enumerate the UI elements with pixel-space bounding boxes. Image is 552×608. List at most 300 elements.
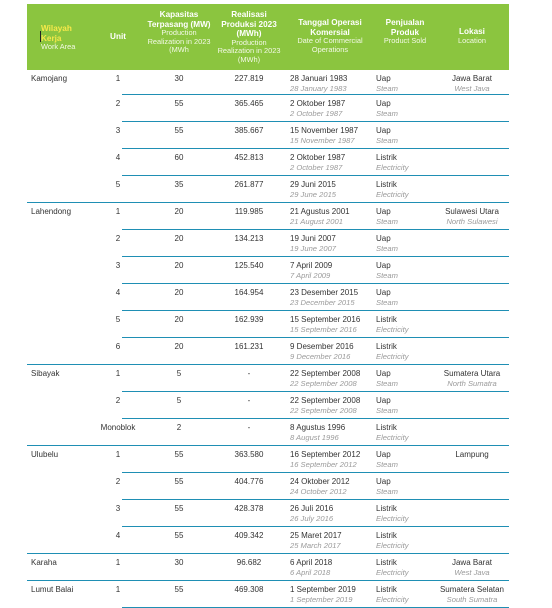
cell-capacity: [145, 288, 213, 298]
cell-unit: [91, 126, 145, 136]
cell-capacity-text: 20: [174, 234, 184, 243]
cell-date: [290, 477, 350, 496]
cell-product-translation: Steam: [376, 217, 398, 226]
cell-product: [376, 180, 409, 199]
cell-area-text: Ulubelu: [31, 450, 59, 459]
cell-production-text: -: [247, 423, 251, 432]
cell-capacity: [145, 585, 213, 595]
cell-capacity-text: 20: [174, 207, 184, 216]
cell-production-text: 96.682: [236, 558, 262, 567]
cell-capacity-text: 55: [174, 450, 184, 459]
cell-capacity-text: 55: [174, 531, 184, 540]
cell-unit-text: 1: [115, 74, 121, 83]
cell-unit-text: 2: [115, 396, 121, 405]
cell-capacity-text: 55: [174, 504, 184, 513]
cell-location-translation: West Java: [454, 84, 490, 93]
cell-location: [435, 207, 509, 226]
cell-location-text: Sumatera Selatan: [439, 585, 505, 594]
table-row: [27, 419, 509, 446]
cell-product: [376, 369, 398, 388]
header-penjualan: [375, 4, 435, 70]
cell-unit: [91, 369, 145, 379]
cell-area-text: Lumut Balai: [31, 585, 74, 594]
cell-capacity-text: 20: [174, 315, 184, 324]
cell-capacity-text: 30: [174, 558, 184, 567]
cell-unit: [91, 261, 145, 271]
table-row: [27, 392, 509, 419]
cell-production: [213, 234, 285, 244]
cell-production: [213, 315, 285, 325]
cell-production-text: 125.540: [234, 261, 264, 270]
cell-location: [435, 74, 509, 93]
cell-date-text: 2 Oktober 1987: [290, 153, 346, 162]
cell-product-translation: Electricity: [376, 514, 409, 523]
header-tanggal: [285, 4, 375, 70]
cell-unit-text: 3: [115, 126, 121, 135]
cell-production: [213, 369, 285, 379]
cell-date: [290, 558, 332, 577]
cell-unit: [91, 234, 145, 244]
cell-capacity-text: 55: [174, 126, 184, 135]
header-penjualan-id: Penjualan Produk: [385, 18, 425, 37]
cell-date: [290, 315, 360, 334]
cell-capacity-text: 20: [174, 261, 184, 270]
cell-product: [376, 504, 409, 523]
table-row: [27, 176, 509, 203]
cell-production-text: 134.213: [234, 234, 264, 243]
cell-date-text: 15 September 2016: [290, 315, 361, 324]
cell-product-translation: Electricity: [376, 568, 409, 577]
cell-area: [31, 585, 73, 595]
cell-capacity: [145, 207, 213, 217]
cell-area: [31, 558, 57, 568]
cell-date-text: 6 April 2018: [290, 558, 333, 567]
cell-product: [376, 477, 398, 496]
cell-production-text: 365.465: [234, 99, 264, 108]
cell-product-translation: Steam: [376, 84, 398, 93]
cell-date-text: 25 Maret 2017: [290, 531, 342, 540]
cell-product-translation: Electricity: [376, 325, 409, 334]
cell-capacity-text: 55: [174, 585, 184, 594]
header-kapasitas-id: Kapasitas Terpasang (MW): [147, 10, 211, 29]
cell-unit-text: 3: [115, 261, 121, 270]
header-wilayah-id: Wilayah Kerja: [41, 24, 72, 43]
cell-production-text: 164.954: [234, 288, 264, 297]
cell-unit-text: Monoblok: [100, 423, 136, 432]
cell-production-text: 469.308: [234, 585, 264, 594]
cell-production: [213, 450, 285, 460]
cell-production-text: 227.819: [234, 74, 264, 83]
cell-area-text: Sibayak: [31, 369, 60, 378]
cell-product-text: Uap: [376, 396, 391, 405]
cell-date-translation: 22 September 2008: [290, 406, 357, 415]
cell-date-text: 22 September 2008: [290, 396, 361, 405]
cell-capacity: [145, 450, 213, 460]
cell-date-translation: 19 June 2007: [290, 244, 337, 253]
table-row: [27, 473, 509, 500]
cell-product: [376, 153, 409, 172]
cell-product-text: Uap: [376, 450, 391, 459]
header-realisasi-en: Production Realization in 2023 (MWh): [217, 37, 281, 64]
cell-capacity: [145, 531, 213, 541]
cell-location-translation: South Sumatra: [446, 595, 498, 604]
cell-location-text: Sulawesi Utara: [445, 207, 499, 216]
cell-date-translation: 2 October 1987: [290, 163, 343, 172]
cell-production: [213, 261, 285, 271]
cell-capacity: [145, 126, 213, 136]
header-penjualan-en: Product Sold: [383, 36, 427, 45]
cell-unit: [91, 180, 145, 190]
cell-production-text: 363.580: [234, 450, 264, 459]
cell-location: [435, 369, 509, 388]
cell-date-translation: 7 April 2009: [290, 271, 331, 280]
cell-production-text: 385.667: [234, 126, 264, 135]
cell-date: [290, 396, 360, 415]
cell-date-text: 1 September 2019: [290, 585, 356, 594]
cell-product: [376, 126, 398, 145]
cell-production-text: -: [247, 369, 251, 378]
cell-product-text: Uap: [376, 99, 391, 108]
cell-product-translation: Steam: [376, 298, 398, 307]
cell-date-text: 22 September 2008: [290, 369, 361, 378]
header-lokasi: [435, 4, 509, 70]
cell-capacity-text: 35: [174, 180, 184, 189]
cell-production: [213, 207, 285, 217]
cell-capacity-text: 60: [174, 153, 184, 162]
cell-unit: [91, 74, 145, 84]
cell-capacity-text: 30: [174, 74, 184, 83]
cell-date: [290, 342, 354, 361]
cell-unit: [91, 288, 145, 298]
cell-product-text: Listrik: [376, 180, 397, 189]
cell-capacity-text: 5: [176, 369, 182, 378]
table-row: [27, 203, 509, 230]
cell-product: [376, 74, 398, 93]
table-row: [27, 365, 509, 392]
cell-product-text: Uap: [376, 477, 391, 486]
cell-date-text: 21 Agustus 2001: [290, 207, 350, 216]
cell-unit-text: 2: [115, 234, 121, 243]
cell-unit-text: 1: [115, 558, 121, 567]
header-lokasi-en: Location: [458, 35, 486, 45]
cell-product-text: Listrik: [376, 558, 397, 567]
cell-product-text: Listrik: [376, 315, 397, 324]
cell-location-text: Sumatera Utara: [443, 369, 501, 378]
cell-unit-text: 2: [115, 99, 121, 108]
cell-product-text: Uap: [376, 74, 391, 83]
cell-product-translation: Steam: [376, 487, 398, 496]
cell-date-text: 19 Juni 2007: [290, 234, 336, 243]
cell-area: [31, 369, 59, 379]
cell-unit: [91, 153, 145, 163]
cell-date-translation: 23 December 2015: [290, 298, 355, 307]
cell-product-translation: Steam: [376, 406, 398, 415]
cell-product-translation: Electricity: [376, 433, 409, 442]
cell-date-text: 28 Januari 1983: [290, 74, 348, 83]
cell-product: [376, 315, 409, 334]
cell-location-translation: West Java: [454, 568, 490, 577]
header-realisasi: [213, 4, 285, 70]
cell-date-translation: 9 December 2016: [290, 352, 351, 361]
cell-product-text: Listrik: [376, 423, 397, 432]
table-row: [27, 122, 509, 149]
header-kapasitas: [145, 4, 213, 70]
cell-capacity: [145, 234, 213, 244]
cell-capacity: [145, 369, 213, 379]
cell-area-text: Karaha: [31, 558, 57, 567]
cell-date-translation: 29 June 2015: [290, 190, 337, 199]
cell-production-text: -: [247, 396, 251, 405]
header-unit: [91, 4, 145, 70]
cell-product: [376, 207, 398, 226]
cell-production: [213, 423, 285, 433]
cell-date: [290, 234, 336, 253]
cell-production-text: 162.939: [234, 315, 264, 324]
cell-product-translation: Electricity: [376, 541, 409, 550]
table-row: [27, 149, 509, 176]
cell-date: [290, 180, 336, 199]
cell-date: [290, 450, 360, 469]
cell-product: [376, 234, 398, 253]
cell-product-text: Uap: [376, 207, 391, 216]
cell-production-text: 452.813: [234, 153, 264, 162]
cell-unit: [91, 342, 145, 352]
cell-unit-text: 4: [115, 531, 121, 540]
cell-date: [290, 504, 333, 523]
cell-production: [213, 342, 285, 352]
cell-unit: [91, 477, 145, 487]
cell-capacity: [145, 477, 213, 487]
table-row: [27, 70, 509, 95]
cell-capacity-text: 5: [176, 396, 182, 405]
cell-date: [290, 207, 350, 226]
cell-date: [290, 585, 356, 604]
cell-area: [31, 207, 71, 217]
cell-capacity-text: 20: [174, 342, 184, 351]
cell-production-text: 404.776: [234, 477, 264, 486]
cell-date-text: 26 Juli 2016: [290, 504, 334, 513]
cell-product: [376, 342, 409, 361]
cell-date: [290, 423, 345, 442]
cell-date-text: 9 Desember 2016: [290, 342, 354, 351]
cell-date-text: 2 Oktober 1987: [290, 99, 346, 108]
cell-production-text: 261.877: [234, 180, 264, 189]
table-row: [27, 338, 509, 365]
header-wilayah-en: Work Area: [41, 42, 76, 51]
cell-product: [376, 531, 409, 550]
cell-unit: [91, 315, 145, 325]
cell-product: [376, 288, 398, 307]
cell-unit-text: 5: [115, 180, 121, 189]
table-row: [27, 446, 509, 473]
cell-date-text: 15 November 1987: [290, 126, 359, 135]
cell-product: [376, 585, 409, 604]
cell-date: [290, 74, 347, 93]
cell-location-text: Jawa Barat: [451, 558, 493, 567]
cell-location-translation: North Sumatra: [447, 379, 497, 388]
cell-product-text: Listrik: [376, 342, 397, 351]
cell-unit-text: 2: [115, 477, 121, 486]
cell-date-translation: 16 September 2012: [290, 460, 357, 469]
cell-unit-text: 6: [115, 342, 121, 351]
cell-production: [213, 180, 285, 190]
cell-unit: [91, 450, 145, 460]
cell-date-text: 24 Oktober 2012: [290, 477, 350, 486]
header-wilayah: [27, 4, 91, 70]
cell-product-text: Listrik: [376, 531, 397, 540]
cell-date: [290, 153, 345, 172]
cell-capacity: [145, 504, 213, 514]
cell-capacity-text: 2: [176, 423, 182, 432]
cell-unit-text: 5: [115, 315, 121, 324]
cell-unit-text: 1: [115, 369, 121, 378]
cell-product-text: Listrik: [376, 153, 397, 162]
cell-product-translation: Steam: [376, 109, 398, 118]
cell-capacity-text: 55: [174, 477, 184, 486]
cell-capacity: [145, 315, 213, 325]
cell-product: [376, 423, 409, 442]
cell-production-text: 161.231: [234, 342, 264, 351]
cell-capacity: [145, 558, 213, 568]
cell-area: [31, 74, 67, 84]
cell-product-translation: Steam: [376, 460, 398, 469]
cell-production: [213, 558, 285, 568]
text-cursor: [40, 31, 41, 42]
cell-date-translation: 25 March 2017: [290, 541, 341, 550]
header-lokasi-id: Lokasi: [459, 27, 485, 36]
cell-unit-text: 3: [115, 504, 121, 513]
cell-product: [376, 99, 398, 118]
cell-capacity: [145, 423, 213, 433]
cell-location-text: Jawa Barat: [451, 74, 493, 83]
cell-capacity: [145, 180, 213, 190]
header-realisasi-id: Realisasi Produksi 2023 (MWh): [221, 10, 277, 38]
cell-product: [376, 396, 398, 415]
cell-date: [290, 288, 358, 307]
cell-unit-text: 4: [115, 153, 121, 162]
cell-date-text: 29 Juni 2015: [290, 180, 336, 189]
cell-unit: [91, 99, 145, 109]
cell-unit-text: 1: [115, 450, 121, 459]
cell-unit-text: 4: [115, 288, 121, 297]
cell-product-text: Listrik: [376, 585, 397, 594]
cell-production-text: 428.378: [234, 504, 264, 513]
header-kapasitas-en: Production Realization in 2023 (MWh: [147, 28, 211, 55]
cell-area: [31, 450, 58, 460]
cell-date-translation: 22 September 2008: [290, 379, 357, 388]
header-tanggal-id: Tanggal Operasi Komersial: [298, 18, 362, 37]
cell-product-text: Uap: [376, 288, 391, 297]
cell-date-translation: 24 October 2012: [290, 487, 347, 496]
header-tanggal-en: Date of Commercial Operations: [297, 36, 363, 54]
cell-production: [213, 396, 285, 406]
table-row: [27, 95, 509, 122]
cell-date-translation: 1 September 2019: [290, 595, 353, 604]
cell-capacity: [145, 261, 213, 271]
cell-production-text: 409.342: [234, 531, 264, 540]
cell-product-translation: Electricity: [376, 190, 409, 199]
cell-production: [213, 288, 285, 298]
cell-unit: [91, 558, 145, 568]
cell-date: [290, 261, 332, 280]
cell-production: [213, 99, 285, 109]
cell-date-translation: 26 July 2016: [290, 514, 334, 523]
cell-production: [213, 153, 285, 163]
cell-location: [435, 585, 509, 604]
table-row: [27, 284, 509, 311]
cell-unit: [91, 531, 145, 541]
cell-date: [290, 531, 342, 550]
cell-date: [290, 369, 360, 388]
cell-unit: [91, 396, 145, 406]
cell-production: [213, 477, 285, 487]
cell-unit: [91, 423, 145, 433]
cell-product-translation: Electricity: [376, 352, 409, 361]
cell-date-text: 7 April 2009: [290, 261, 333, 270]
cell-product-text: Uap: [376, 369, 391, 378]
cell-product: [376, 450, 398, 469]
cell-date-translation: 28 January 1983: [290, 84, 347, 93]
cell-product: [376, 558, 409, 577]
table-row: [27, 230, 509, 257]
cell-date-text: 16 September 2012: [290, 450, 361, 459]
cell-date-translation: 8 August 1996: [290, 433, 339, 442]
cell-location-translation: North Sulawesi: [446, 217, 498, 226]
cell-location: [435, 450, 509, 460]
cell-unit: [91, 207, 145, 217]
cell-production: [213, 126, 285, 136]
cell-product-translation: Steam: [376, 244, 398, 253]
cell-area-text: Kamojang: [31, 74, 68, 83]
cell-product: [376, 261, 398, 280]
cell-capacity-text: 55: [174, 99, 184, 108]
table-header: [27, 4, 509, 70]
cell-location-text: Lampung: [455, 450, 489, 459]
cell-capacity-text: 20: [174, 288, 184, 297]
cell-product-translation: Electricity: [376, 595, 409, 604]
cell-date-translation: 21 August 2001: [290, 217, 343, 226]
cell-product-text: Uap: [376, 261, 391, 270]
table-row: [27, 257, 509, 284]
cell-date-translation: 6 April 2018: [290, 568, 331, 577]
cell-capacity: [145, 153, 213, 163]
header-unit-label: Unit: [110, 32, 126, 41]
cell-production: [213, 531, 285, 541]
cell-date-text: 8 Agustus 1996: [290, 423, 346, 432]
cell-date: [290, 99, 345, 118]
table-row: [27, 527, 509, 554]
cell-product-translation: Electricity: [376, 163, 409, 172]
cell-product-translation: Steam: [376, 271, 398, 280]
cell-production-text: 119.985: [234, 207, 264, 216]
table-row: [27, 554, 509, 581]
table-row: [27, 500, 509, 527]
cell-product-text: Uap: [376, 126, 391, 135]
cell-date-translation: 2 October 1987: [290, 109, 343, 118]
cell-product-text: Listrik: [376, 504, 397, 513]
cell-production: [213, 585, 285, 595]
cell-capacity: [145, 99, 213, 109]
cell-unit: [91, 585, 145, 595]
cell-date-text: 23 Desember 2015: [290, 288, 359, 297]
cell-capacity: [145, 74, 213, 84]
cell-capacity: [145, 342, 213, 352]
cell-location: [435, 558, 509, 577]
cell-product-translation: Steam: [376, 136, 398, 145]
cell-unit: [91, 504, 145, 514]
cell-production: [213, 74, 285, 84]
cell-date-translation: 15 November 1987: [290, 136, 355, 145]
